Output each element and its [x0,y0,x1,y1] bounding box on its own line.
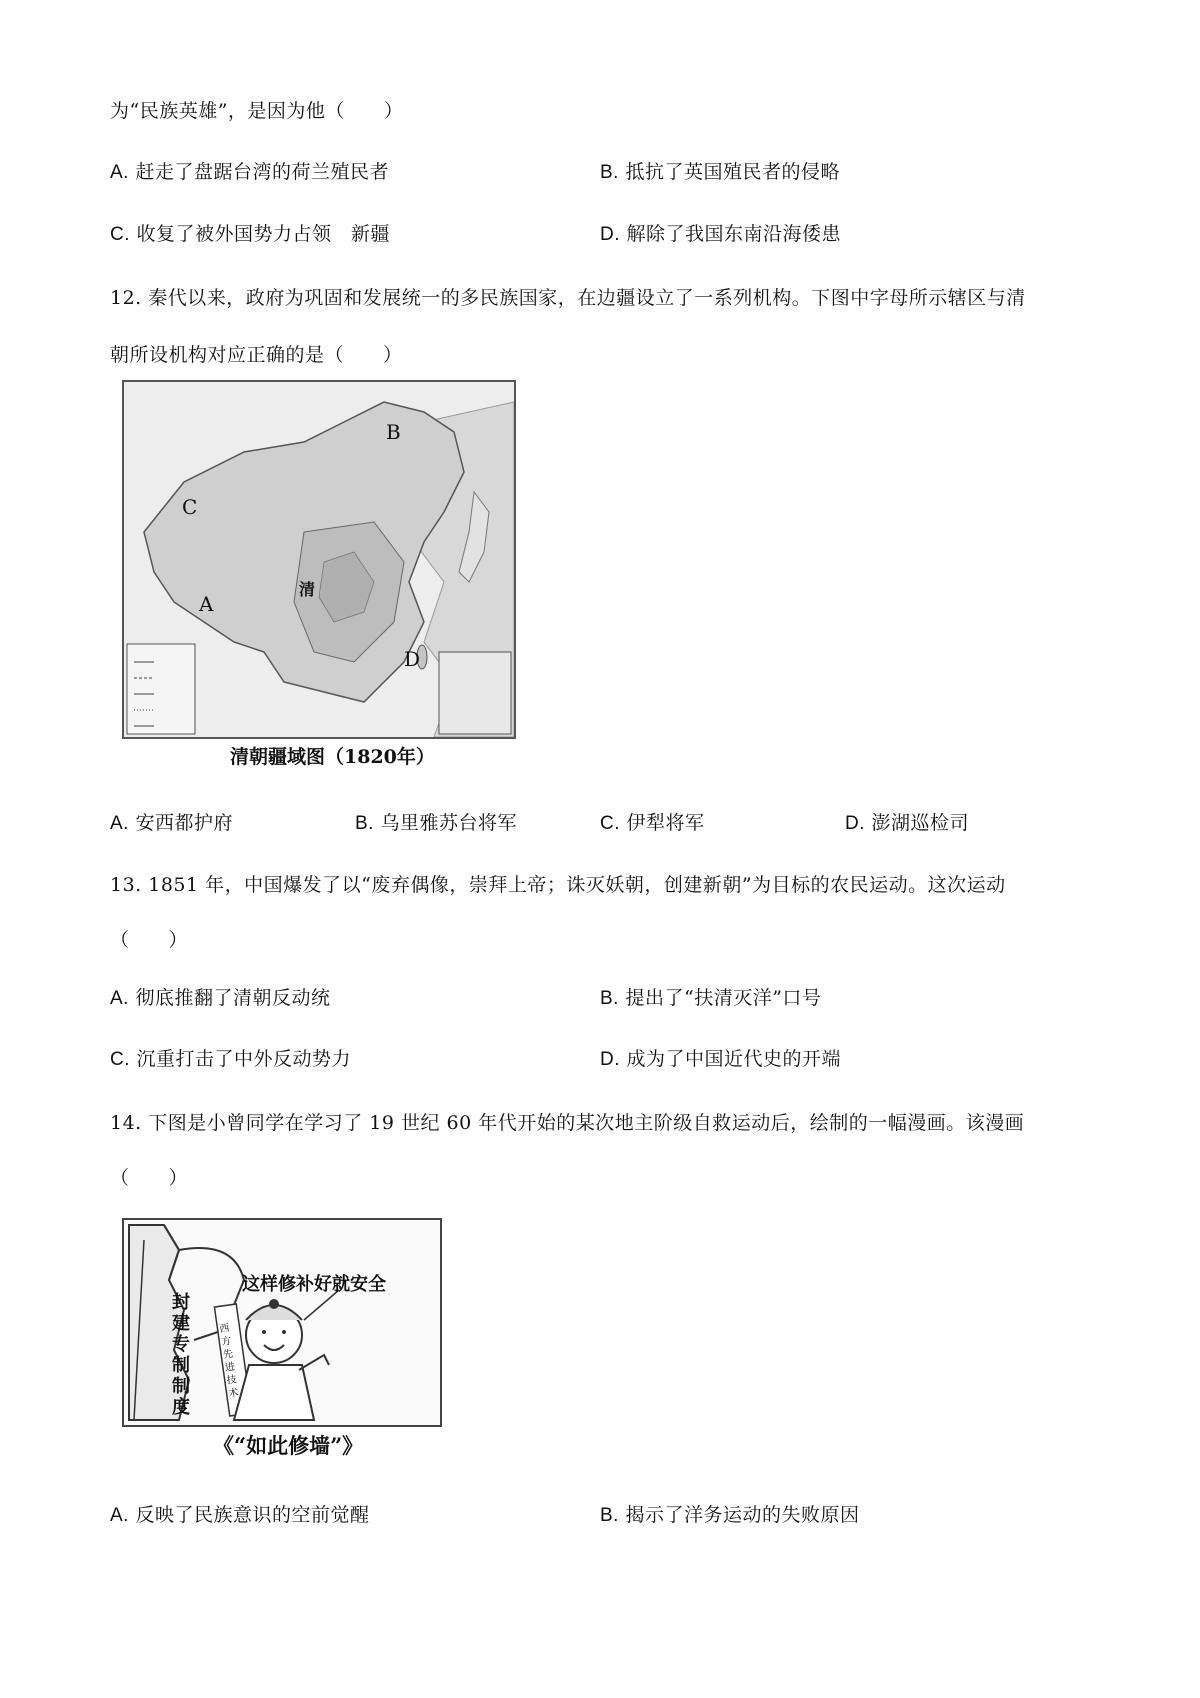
q11-stem-tail: 为“民族英雄”，是因为他（ ） [110,100,404,122]
q13-option-c [110,1044,351,1071]
cartoon-caption: 《“如此修墙”》 [213,1433,364,1458]
option-letter: A. [110,162,129,183]
q13-option-d [600,1044,841,1071]
q11-option-c [110,219,390,246]
option-text: 赶走了盘踞台湾的荷兰殖民者 [135,161,390,183]
q13-stem-line1: 13. 1851 年，中国爆发了以“废弃偶像，崇拜上帝；诛灭妖朝，创建新朝”为目标的农民运动。这次运动 [110,874,1006,896]
cartoon-speech: 这样修补好就安全 [242,1274,386,1295]
option-letter: B. [600,162,619,183]
option-text: 成为了中国近代史的开端 [626,1048,842,1070]
qing-territory-map [122,380,516,739]
q13-option-b [600,983,821,1010]
option-letter: B. [600,1505,619,1526]
map-label-a: A [199,592,214,616]
q12-option-d [845,808,969,835]
q12-option-c [600,808,705,835]
option-letter: C. [110,1049,130,1070]
q14-stem-line1: 14. 下图是小曾同学在学习了 19 世纪 60 年代开始的某次地主阶级自救运动后，绘制的一幅漫画。该漫画 [110,1112,1025,1134]
option-text: 揭示了洋务运动的失败原因 [625,1504,860,1526]
q12-option-a [110,808,233,835]
option-letter: A. [110,813,129,834]
option-letter: A. [110,1505,129,1526]
option-text: 乌里雅苏台将军 [380,812,518,834]
q12-stem-line1: 12. 秦代以来，政府为巩固和发展统一的多民族国家，在边疆设立了一系列机构。下图中字母所示辖区与清 [110,287,1026,309]
q12-option-b [355,808,517,835]
cartoon-wall-text: 封建专制制度 [172,1292,190,1418]
map-drawing [124,382,514,737]
option-text: 澎湖巡检司 [871,812,970,834]
q12-stem-line2: 朝所设机构对应正确的是（ ） [110,344,403,366]
option-text: 提出了“扶清灭洋”口号 [625,987,822,1009]
map-caption: 清朝疆域图（1820年） [230,746,435,768]
option-letter: A. [110,988,129,1009]
option-text: 抵抗了英国殖民者的侵略 [625,161,841,183]
option-letter: C. [110,224,130,245]
q11-option-d [600,219,841,246]
option-text: 收复了被外国势力占领 新疆 [136,223,391,245]
option-text: 伊犁将军 [626,812,705,834]
option-letter: D. [600,224,620,245]
q14-option-b [600,1500,860,1527]
q14-option-a [110,1500,370,1527]
map-label-d: D [404,647,421,671]
option-text: 安西都护府 [135,812,234,834]
map-label-c: C [182,495,198,519]
q13-option-a [110,983,331,1010]
option-text: 反映了民族意识的空前觉醒 [135,1504,370,1526]
option-text: 沉重打击了中外反动势力 [136,1048,352,1070]
cartoon-patch-text: 西方先进技术 [218,1322,240,1400]
option-letter: B. [355,813,374,834]
q14-stem-line2: （ ） [110,1167,189,1189]
q11-option-b [600,157,840,184]
option-letter: D. [600,1049,620,1070]
option-letter: D. [845,813,865,834]
option-text: 解除了我国东南沿海倭患 [626,223,842,245]
cartoon-illustration [122,1218,442,1427]
q11-option-a [110,157,389,184]
q13-stem-line2: （ ） [110,929,189,951]
option-letter: B. [600,988,619,1009]
map-center-label: 清 [299,580,316,599]
map-label-b: B [386,420,401,444]
option-text: 彻底推翻了清朝反动统 [135,987,331,1009]
option-letter: C. [600,813,620,834]
